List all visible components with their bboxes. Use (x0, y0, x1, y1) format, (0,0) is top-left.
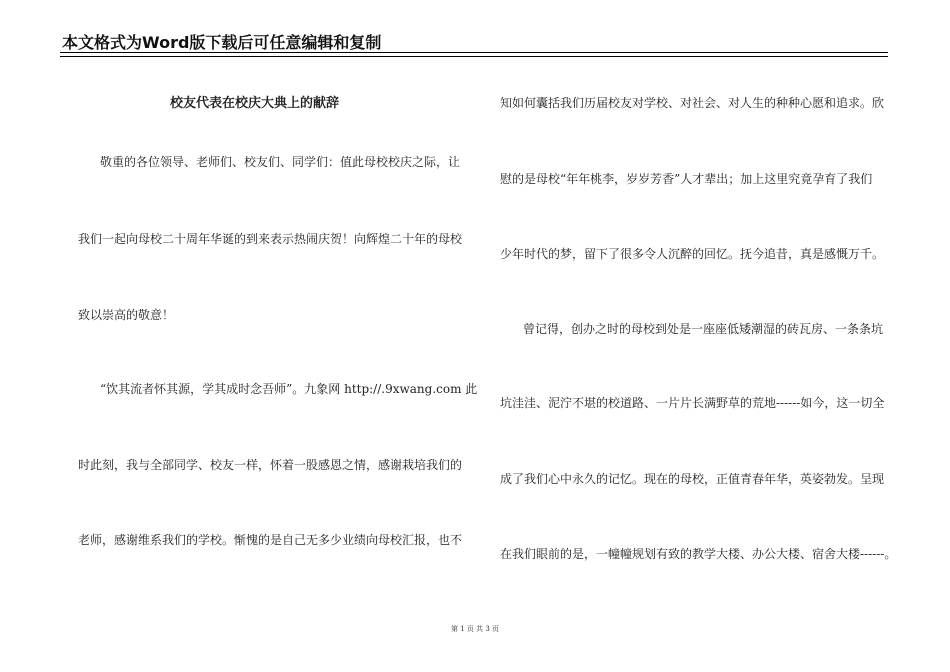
header-divider-thin (60, 56, 888, 57)
header-divider (60, 52, 888, 53)
right-column-line: 曾记得，创办之时的母校到处是一座座低矮潮湿的砖瓦房、一条条坑 (523, 322, 884, 336)
right-column-line: 坑洼洼、泥泞不堪的校道路、一片片长满野草的荒地------如今，这一切全 (500, 396, 885, 410)
right-column-line: 知如何囊括我们历届校友对学校、对社会、对人生的种种心愿和追求。欣 (500, 96, 885, 110)
right-column-line: 在我们眼前的是，一幢幢规划有致的教学大楼、办公大楼、宿舍大楼------。 (500, 547, 897, 561)
left-column-line: “饮其流者怀其源，学其成时念吾师”。九象网 http://.9xwang.com 此 (100, 382, 478, 396)
left-column-line: 致以崇高的敬意！ (78, 308, 175, 322)
right-column-line: 少年时代的梦，留下了很多令人沉醉的回忆。抚今追昔，真是感慨万千。 (500, 247, 885, 261)
left-column-line: 时此刻，我与全部同学、校友一样，怀着一股感恩之情，感谢栽培我们的 (78, 458, 463, 472)
left-column-line: 老师，感谢维系我们的学校。惭愧的是自己无多少业绩向母校汇报，也不 (78, 533, 463, 547)
page-number: 第 1 页 共 3 页 (450, 625, 500, 633)
right-column-line: 慰的是母校“年年桃李，岁岁芳香”人才辈出；加上这里究竟孕育了我们 (500, 172, 873, 186)
document-banner: 本文格式为Word版下载后可任意编辑和复制 (62, 33, 382, 52)
document-title: 校友代表在校庆大典上的献辞 (170, 96, 340, 111)
left-column-line: 敬重的各位领导、老师们、校友们、同学们：值此母校校庆之际，让 (100, 155, 461, 169)
left-column-line: 我们一起向母校二十周年华诞的到来表示热闹庆贺！向辉煌二十年的母校 (78, 232, 463, 246)
right-column-line: 成了我们心中永久的记忆。现在的母校，正值青春年华，英姿勃发。呈现 (500, 472, 885, 486)
